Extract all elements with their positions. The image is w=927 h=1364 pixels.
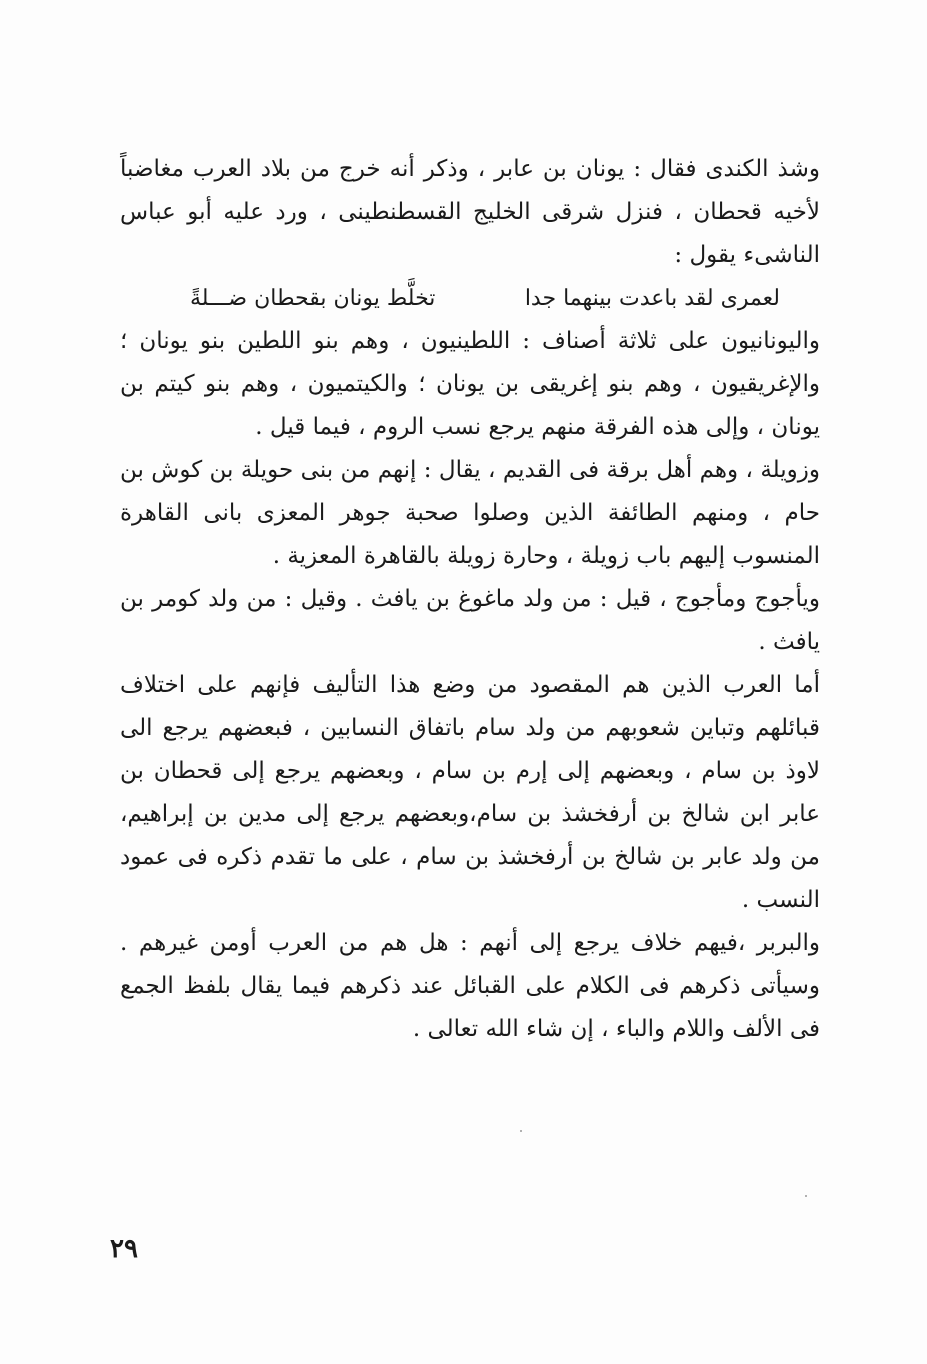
poem-verse <box>120 277 820 320</box>
paragraph-gog-magog: ويأجوج ومأجوج ، قيل : من ولد ماغوغ بن يافث . وقيل : من ولد كومر بن يافث . <box>120 586 820 655</box>
paragraph-greeks: واليونانيون على ثلاثة أصناف : اللطينيون ، وهم بنو اللطين بنو يونان ؛ والإغريقيون ، وهم بنو إغريقى بن يونان ؛ والكيتميون ، وهم بنو كيتم بن يونان ، وإلى هذه الفرقة منهم يرجع نسب الروم ، فيما قيل . <box>120 328 820 440</box>
scan-speck <box>805 1195 807 1197</box>
paragraph-arabs: أما العرب الذين هم المقصود من وضع هذا التأليف فإنهم على اختلاف قبائلهم وتباين شعوبهم من ولد سام باتفاق النسابين ، فبعضهم يرجع الى لاوذ بن سام ، وبعضهم إلى إرم بن سام ، وبعضهم يرجع إلى قحطان بن عابر ابن شالخ بن أرفخشذ بن سام،وبعضهم يرجع إلى مدين بن إبراهيم، من ولد عابر بن شالخ بن أرفخشذ بن سام ، على ما تقدم ذكره فى عمود النسب . <box>120 672 820 913</box>
verse-second-hemistich: تخلَّط يونان بقحطان ضـــلةً <box>190 286 436 311</box>
scan-speck <box>520 1130 522 1132</box>
verse-first-hemistich: لعمرى لقد باعدت بينهما جدا <box>524 286 780 311</box>
page-number: ٢٩ <box>110 1234 138 1264</box>
paragraph-berbers: والبربر ،فيهم خلاف يرجع إلى أنهم : هل هم من العرب أومن غيرهم . وسيأتى ذكرهم فى الكلام على القبائل عند ذكرهم فيما يقال بلفظ الجمع فى الألف واللام والباء ، إن شاء الله تعالى . <box>120 930 820 1042</box>
page-body <box>120 148 820 1051</box>
paragraph-yunan: وشذ الكندى فقال : يونان بن عابر ، وذكر أنه خرج من بلاد العرب مغاضباً لأخيه قحطان ، فنزل شرقى الخليج القسطنطينى ، ورد عليه أبو عباس الناشىء يقول : <box>120 156 820 268</box>
paragraph-zawila: وزويلة ، وهم أهل برقة فى القديم ، يقال : إنهم من بنى حويلة بن كوش بن حام ، ومنهم الطائفة الذين وصلوا صحبة جوهر المعزى بانى القاهرة المنسوب إليهم باب زويلة ، وحارة زويلة بالقاهرة المعزية . <box>120 457 820 569</box>
